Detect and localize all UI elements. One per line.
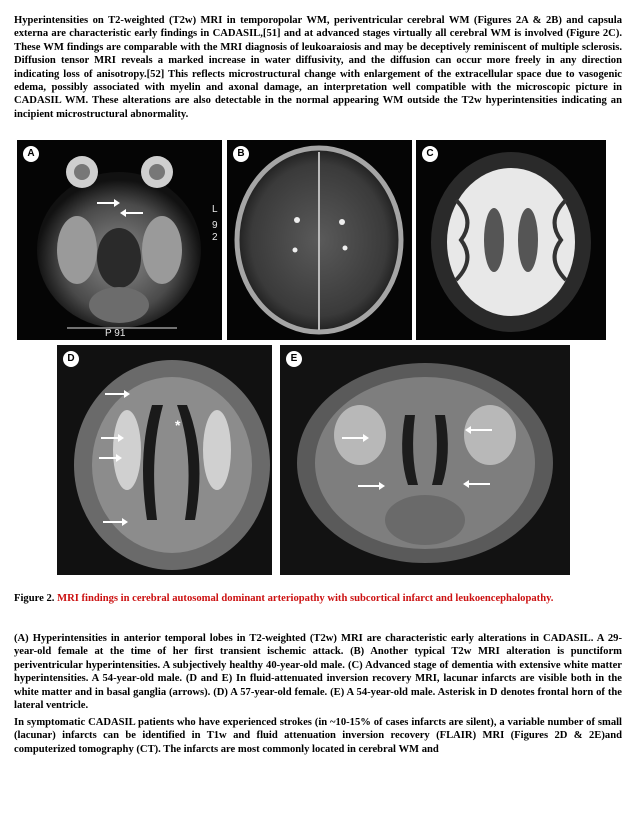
lacunar-infarct-arrow	[105, 393, 125, 395]
mri-panel-b	[227, 140, 412, 340]
mri-axial-advanced-image	[416, 140, 606, 340]
mri-axial-periventricular-image	[227, 140, 412, 340]
lacunar-infarct-arrow	[101, 437, 119, 439]
lacunar-infarct-arrow	[468, 483, 490, 485]
panel-a-side-label-2: 2	[212, 232, 218, 243]
mri-axial-temporal-image	[17, 140, 222, 340]
mri-panel-c	[416, 140, 606, 340]
body-paragraph: In symptomatic CADASIL patients who have experienced strokes (in ~10-15% of cases infarcts are silent), a variable number of small (lacunar) infarcts can be identified in T1w and fluid attenuation inversion recovery (FLAIR) MRI (Figures 2D & 2E)and computerized tomography (CT). The infarcts are most commonly located in cerebral WM and	[14, 717, 622, 755]
intro-paragraph: Hyperintensities on T2-weighted (T2w) MRI in temporopolar WM, periventricular cerebral WM (Figures 2A & 2B) and capsula externa are characteristic early findings in CADASIL,[51] and at advanced stages virtually all cerebral WM is involved (Figure 2C). These WM findings are comparable with the MRI diagnosis of leukoaraiosis and may be deceptively reminiscent of multiple sclerosis. Diffusion tensor MRI reveals a marked increase in water diffusivity, and the diffusion can occur more freely in any direction indicating loss of anisotropy.[52] This reflects microstructural change with enlargement of the extracellular space due to vasogenic edema, possibly associated with myelin and axonal damage, an interpretation well compatible with the microscopic picture in CADASIL WM. These alterations are also detectable in the normal appearing WM outside the T2w hyperintensities indicating an incipient microstructural abnormality.	[14, 15, 622, 120]
mri-flair-axial-image	[57, 345, 272, 575]
mri-panel-e	[280, 345, 570, 575]
lacunar-infarct-arrow	[99, 457, 117, 459]
panel-a-side-label-l: L	[212, 204, 218, 215]
panel-c-label: C	[422, 146, 438, 162]
figure-title-text: MRI findings in cerebral autosomal dominant arteriopathy with subcortical infarct and leukoencephalopathy.	[57, 593, 554, 604]
lesion-arrow	[125, 212, 143, 214]
lacunar-infarct-arrow	[103, 521, 123, 523]
mri-flair-coronal-image	[280, 345, 570, 575]
panel-b-label: B	[233, 146, 249, 162]
mri-panel-d	[57, 345, 272, 575]
lacunar-infarct-arrow	[342, 437, 364, 439]
panel-d-label: D	[63, 351, 79, 367]
figure-caption: (A) Hyperintensities in anterior temporal lobes in T2-weighted (T2w) MRI are characteristic early alterations in CADASIL. A 29-year-old female at the time of her first transient ischemic attack. (B) Another typical T2w MRI alteration is punctiform periventricular hyperintensities. A subjectively healthy 40-year-old male. (C) Advanced stage of dementia with extensive white matter hyperintensities. A 54-year-old male. (D and E) In fluid-attenuated inversion recovery MRI, lacunar infarcts are visible both in the white matter and in basal ganglia (arrows). (D) A 57-year-old female. (E) A 54-year-old male. Asterisk in D denotes frontal horn of the lateral ventricle.	[14, 633, 622, 712]
panel-e-label: E	[286, 351, 302, 367]
figure-title	[14, 592, 622, 605]
panel-a-label: A	[23, 146, 39, 162]
mri-panel-a	[17, 140, 222, 340]
panel-a-bottom-label: P 91	[105, 328, 126, 339]
figure-label: Figure 2.	[14, 593, 55, 604]
lacunar-infarct-arrow	[470, 429, 492, 431]
lesion-arrow	[97, 202, 115, 204]
lacunar-infarct-arrow	[358, 485, 380, 487]
frontal-horn-asterisk: *	[175, 417, 181, 433]
panel-a-side-label-9: 9	[212, 220, 218, 231]
